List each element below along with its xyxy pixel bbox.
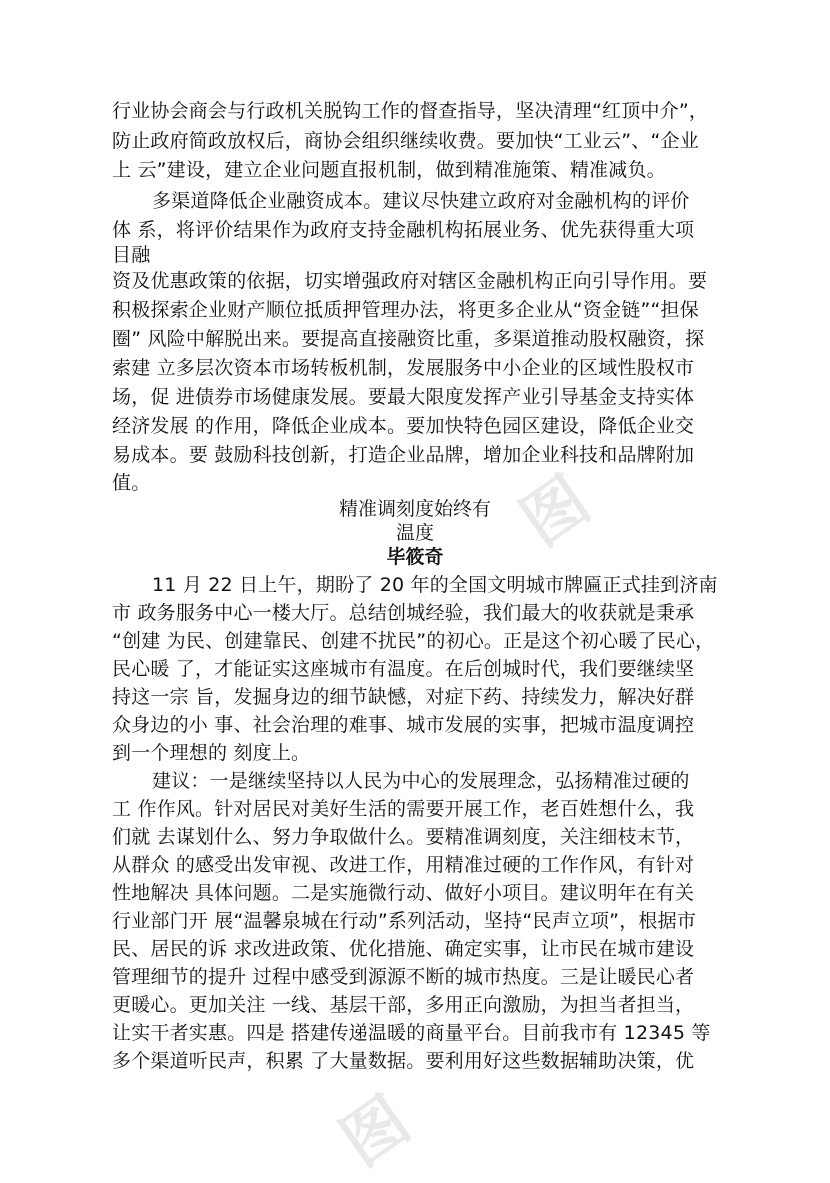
paragraph-line: 从群众 的感受出发审视、改进工作，用精准过硬的工作作风，有针对	[112, 854, 695, 876]
paragraph-line: 防止政府简政放权后，商协会组织继续收费。要加快“工业云”、“企业	[112, 130, 699, 152]
paragraph-line: 管理细节的提升 过程中感受到源源不断的城市热度。三是让暖民心者	[112, 966, 695, 988]
paragraph-line: 市 政务服务中心一楼大厅。总结创城经验，我们最大的收获就是秉承	[112, 602, 695, 624]
paragraph-line: 索建 立多层次资本市场转板机制，发展服务中小企业的区域性股权市	[112, 357, 695, 379]
paragraph-line: 工 作作风。针对居民对美好生活的需要开展工作，老百姓想什么，我	[112, 798, 695, 820]
paragraph-line: 目融	[112, 244, 151, 266]
paragraph-line: 积极探索企业财产顺位抵质押管理办法，将更多企业从“资金链”“担保	[112, 299, 699, 321]
paragraph-line: 众身边的小 事、社会治理的难事、城市发展的实事，把城市温度调控	[112, 714, 695, 736]
paragraph-line: 民心暖 了，才能证实这座城市有温度。在后创城时代，我们要继续坚	[112, 658, 695, 680]
paragraph-line: 易成本。要 鼓励科技创新，打造企业品牌，增加企业科技和品牌附加	[112, 444, 695, 466]
paragraph-line: 体 系，将评价结果作为政府支持金融机构拓展业务、优先获得重大项	[112, 219, 695, 241]
watermark: 图	[328, 1081, 427, 1181]
paragraph-line: 到一个理想的 刻度上。	[112, 742, 311, 764]
paragraph-line: 场，促 进债券市场健康发展。要最大限度发挥产业引导基金支持实体	[112, 386, 695, 408]
paragraph-line: 值。	[112, 472, 151, 494]
paragraph-line: 多个渠道听民声，积累 了大量数据。要利用好这些数据辅助决策，优	[112, 1050, 695, 1072]
paragraph-line: 经济发展 的作用，降低企业成本。要加快特色园区建设，降低企业交	[112, 415, 695, 437]
paragraph-line: 圈” 风险中解脱出来。要提高直接融资比重，多渠道推动股权融资，探	[112, 328, 705, 350]
author-name: 毕筱奇	[386, 546, 444, 568]
paragraph-line: 行业部门开 展“温馨泉城在行动”系列活动，坚持“民声立项”，根据市	[112, 910, 697, 932]
paragraph-line: 11 月 22 日上午，期盼了 20 年的全国文明城市牌匾正式挂到济南	[152, 574, 718, 596]
paragraph-line: 资及优惠政策的依据，切实增强政府对辖区金融机构正向引导作用。要	[112, 270, 708, 292]
paragraph-line: 民、居民的诉 求改进政策、优化措施、确定实事，让市民在城市建设	[112, 938, 695, 960]
paragraph-line: 们就 去谋划什么、努力争取做什么。要精准调刻度，关注细枝末节，	[112, 826, 695, 848]
paragraph-line: 性地解决 具体问题。二是实施微行动、做好小项目。建议明年在有关	[112, 882, 695, 904]
paragraph-line: 行业协会商会与行政机关脱钩工作的督查指导，坚决清理“红顶中介”，	[112, 100, 709, 122]
watermark: 图	[508, 461, 607, 561]
paragraph-line: 多渠道降低企业融资成本。建议尽快建立政府对金融机构的评价	[152, 190, 690, 212]
paragraph-line: 让实干者实惠。四是 搭建传递温暖的商量平台。目前我市有 12345 等	[112, 1022, 711, 1044]
section-title-continued: 温度	[395, 522, 434, 544]
paragraph-line: “创建 为民、创建靠民、创建不扰民”的初心。正是这个初心暖了民心，	[112, 630, 715, 652]
paragraph-line: 更暖心。更加关注 一线、基层干部，多用正向激励，为担当者担当，	[112, 994, 695, 1016]
section-title: 精准调刻度始终有	[338, 498, 491, 520]
paragraph-line: 持这一宗 旨，发掘身边的细节缺憾，对症下药、持续发力，解决好群	[112, 686, 695, 708]
paragraph-line: 上 云”建设，建立企业问题直报机制，做到精准施策、精准减负。	[112, 159, 666, 181]
paragraph-line: 建议：一是继续坚持以人民为中心的发展理念，弘扬精准过硬的	[152, 770, 690, 792]
